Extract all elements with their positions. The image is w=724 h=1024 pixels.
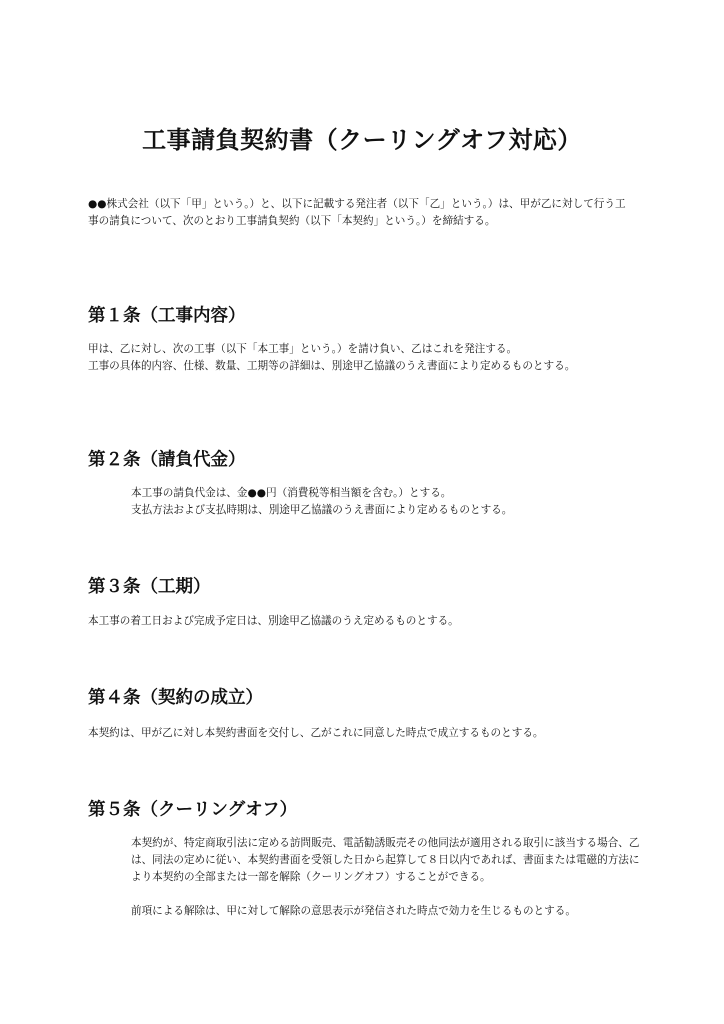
article-2-paragraph-1: 本工事の請負代金は、金●●円（消費税等相当額を含む。）とする。 [131, 487, 452, 499]
article-1-heading: 第１条（工事内容） [88, 306, 246, 326]
article-2-heading: 第２条（請負代金） [88, 450, 246, 470]
article-5-paragraph-1: 本契約が、特定商取引法に定める訪問販売、電話勧誘販売その他同法が適用される取引に該当する場合、乙は、同法の定めに従い、本契約書面を受領した日から起算して８日以内であれば、書面または電磁的方法により本契約の全部または一部を解除（クーリングオフ）することができる。 [131, 837, 640, 883]
article-1-paragraph-1: 甲は、乙に対し、次の工事（以下「本工事」という。）を請け負い、乙はこれを発注する。 [88, 343, 518, 355]
article-1-paragraph-2: 工事の具体的内容、仕様、数量、工期等の詳細は、別途甲乙協議のうえ書面により定めるものとする。 [88, 360, 576, 372]
article-2-paragraph-2: 支払方法および支払時期は、別途甲乙協議のうえ書面により定めるものとする。 [131, 504, 513, 516]
article-4-paragraph-1: 本契約は、甲が乙に対し本契約書面を交付し、乙がこれに同意した時点で成立するものとする。 [88, 727, 544, 739]
article-4-heading: 第４条（契約の成立） [88, 688, 263, 708]
article-5-heading: 第５条（クーリングオフ） [88, 800, 298, 820]
preamble: ●●株式会社（以下「甲」という。）と、以下に記載する発注者（以下「乙」という。）は、甲が乙に対して行う工事の請負について、次のとおり工事請負契約（以下「本契約」という。）を締結する。 [88, 198, 626, 227]
article-3-paragraph-1: 本工事の着工日および完成予定日は、別途甲乙協議のうえ定めるものとする。 [88, 615, 459, 627]
document-title: 工事請負契約書（クーリングオフ対応） [142, 126, 582, 154]
article-3-heading: 第３条（工期） [88, 577, 211, 597]
article-5-paragraph-2: 前項による解除は、甲に対して解除の意思表示が発信された時点で効力を生じるものとする。 [131, 905, 576, 917]
